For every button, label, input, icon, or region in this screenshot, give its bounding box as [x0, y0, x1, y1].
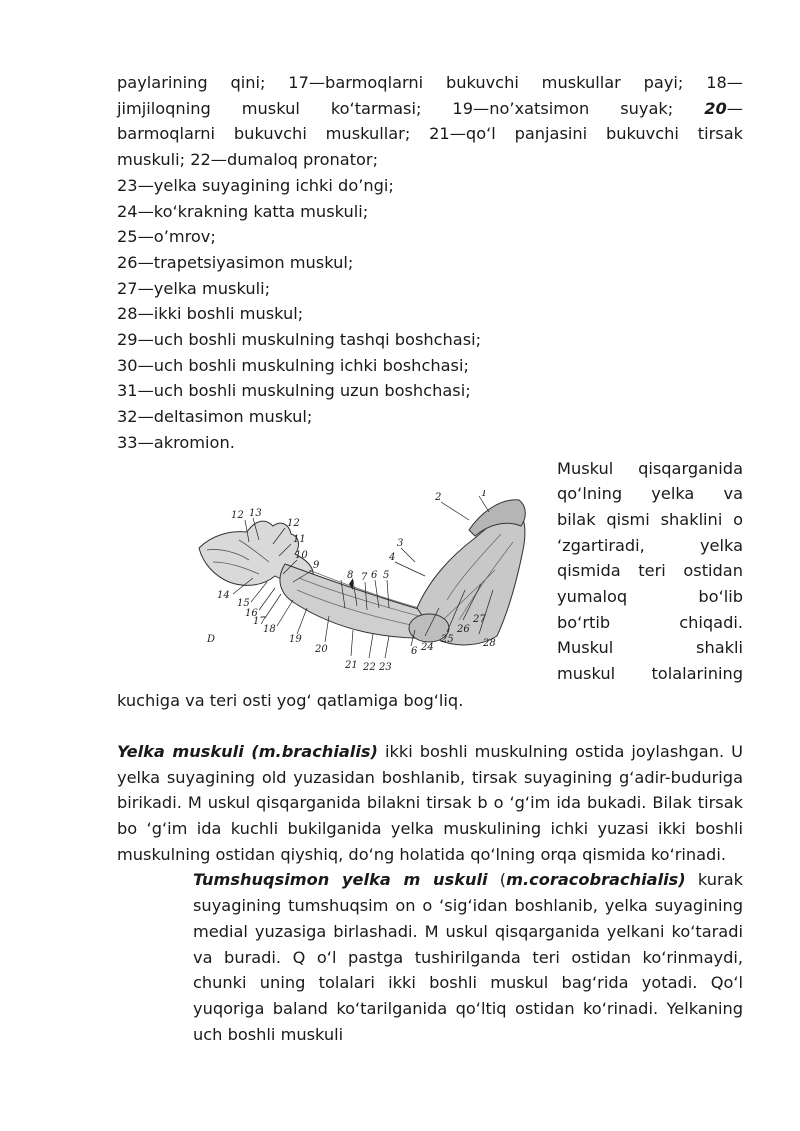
side-line: ‘zgartiradi, yelka — [557, 535, 743, 555]
figure-label: 26 — [457, 623, 470, 635]
figure-label: 3 — [397, 537, 404, 549]
legend-item-23: 23—yelka suyagining ichki do’ngi; — [117, 175, 394, 195]
open-paren: ( — [487, 870, 507, 890]
figure-label: 23 — [379, 661, 392, 673]
legend-item-28: 28—ikki boshli muskul; — [117, 304, 304, 324]
figure-label: 25 — [441, 633, 454, 645]
figure-label: 22 — [363, 661, 376, 673]
document-page — [117, 70, 743, 1047]
intro-dash: — — [726, 98, 743, 118]
paragraph-brachialis-text: ikki boshli muskulning ostida joylashgan. U yelka suyagining old yuzasidan boshlanib, tirsak suyagining g‘adir-buduriga birikadi. M uskul qisqarganida bilakni tirsak b o ‘g‘im ida bukadi. Bilak tirsak bo ‘g‘im ida kuchli bukilganida yelka muskulining ichki yuzasi ikki boshli muskulning ostidan qiyshiq, do‘ng holatida qo‘lning orqa qismida ko‘rinadi. — [117, 741, 743, 864]
figure-label: 2 — [435, 491, 442, 503]
latin-coracobrachialis: m.coracobrachialis) — [506, 870, 686, 890]
legend-number-20: 20 — [704, 98, 727, 118]
figure-label: 9 — [313, 559, 320, 571]
arm-muscles-figure — [189, 490, 529, 680]
arm-muscles-illustration — [189, 490, 529, 680]
term-brachialis: Yelka muskuli (m.brachialis) — [117, 741, 378, 761]
figure-label: 21 — [345, 659, 358, 671]
side-line: bilak qismi shaklini o — [557, 509, 743, 529]
figure-label: 10 — [295, 549, 308, 561]
side-line: bo‘rtib chiqadi. — [557, 612, 743, 632]
figure-label: 5 — [383, 569, 390, 581]
legend-item-32: 32—deltasimon muskul; — [117, 407, 313, 427]
intro-line-4: muskuli; 22—dumaloq pronator; — [117, 150, 379, 170]
figure-label: 14 — [217, 589, 230, 601]
side-line: Muskul shakli — [557, 638, 743, 658]
legend-item-31: 31—uch boshli muskulning uzun boshchasi; — [117, 381, 471, 401]
figure-label: 12 — [231, 509, 244, 521]
side-paragraph-end: kuchiga va teri osti yog‘ qatlamiga bog‘liq. — [117, 690, 464, 710]
side-line: yumaloq bo‘lib — [557, 587, 743, 607]
side-line: muskul tolalarining — [557, 664, 743, 684]
figure-label: D — [207, 633, 216, 645]
figure-label: 13 — [249, 507, 262, 519]
paragraph-coracobrachialis — [117, 867, 743, 1047]
figure-label: 20 — [315, 643, 328, 655]
figure-label: 11 — [293, 533, 306, 545]
legend-item-25: 25—o’mrov; — [117, 227, 216, 247]
legend-item-33: 33—akromion. — [117, 432, 235, 452]
side-line: Muskul qisqarganida — [557, 458, 743, 478]
figure-label: 27 — [473, 613, 486, 625]
intro-line-2-text: jimjiloqning muskul ko‘tarmasi; 19—no’xatsimon suyak; — [117, 98, 674, 118]
figure-label: 7 — [361, 571, 368, 583]
side-line: qismida teri ostidan — [557, 561, 743, 581]
side-line: qo‘lning yelka va — [557, 484, 743, 504]
intro-line-2 — [117, 96, 743, 122]
figure-label: 18 — [263, 623, 276, 635]
figure-label: 16 — [245, 607, 258, 619]
legend-item-29: 29—uch boshli muskulning tashqi boshchasi; — [117, 330, 482, 350]
figure-label: 4 — [389, 551, 396, 563]
legend-item-30: 30—uch boshli muskulning ichki boshchasi; — [117, 355, 469, 375]
figure-label: 24 — [421, 641, 434, 653]
figure-label: 19 — [289, 633, 302, 645]
legend-item-27: 27—yelka muskuli; — [117, 278, 271, 298]
intro-line-3: barmoqlarni bukuvchi muskullar; 21—qo‘l panjasini bukuvchi tirsak — [117, 124, 743, 144]
figure-label: 15 — [237, 597, 250, 609]
figure-label: 6 — [411, 645, 418, 657]
side-paragraph — [557, 456, 743, 687]
figure-row — [117, 456, 743, 688]
intro-line-1: paylarining qini; 17—barmoqlarni bukuvchi muskullar payi; 18— — [117, 73, 743, 92]
term-coracobrachialis: Tumshuqsimon yelka m uskuli — [193, 870, 488, 890]
legend-item-26: 26—trapetsiyasimon muskul; — [117, 252, 354, 272]
legend-item-24: 24—ko‘krakning katta muskuli; — [117, 201, 369, 221]
paragraph-coracobrachialis-text: kurak suyagining tumshuqsim on o ‘sig‘idan boshlanib, yelka suyagining medial yuzasiga birlashadi. M uskul qisqarganida yelkani ko‘taradi va buradi. Q o‘l pastga tushirilganda teri ostidan ko‘rinmaydi, chunki uning tolalari ikki boshli muskul bag‘rida yotadi. Qo‘l yuqoriga baland ko‘tarilganida qo‘ltiq ostidan ko‘rinadi. Yelkaning uch boshli muskuli — [193, 870, 743, 1044]
figure-label: 12 — [287, 517, 300, 529]
figure-label: 6 — [371, 569, 378, 581]
figure-label: 17 — [253, 615, 266, 627]
figure-label: 28 — [483, 637, 496, 649]
figure-label: 8 — [347, 569, 354, 581]
figure-label: 1 — [481, 489, 488, 499]
paragraph-brachialis — [117, 739, 743, 868]
